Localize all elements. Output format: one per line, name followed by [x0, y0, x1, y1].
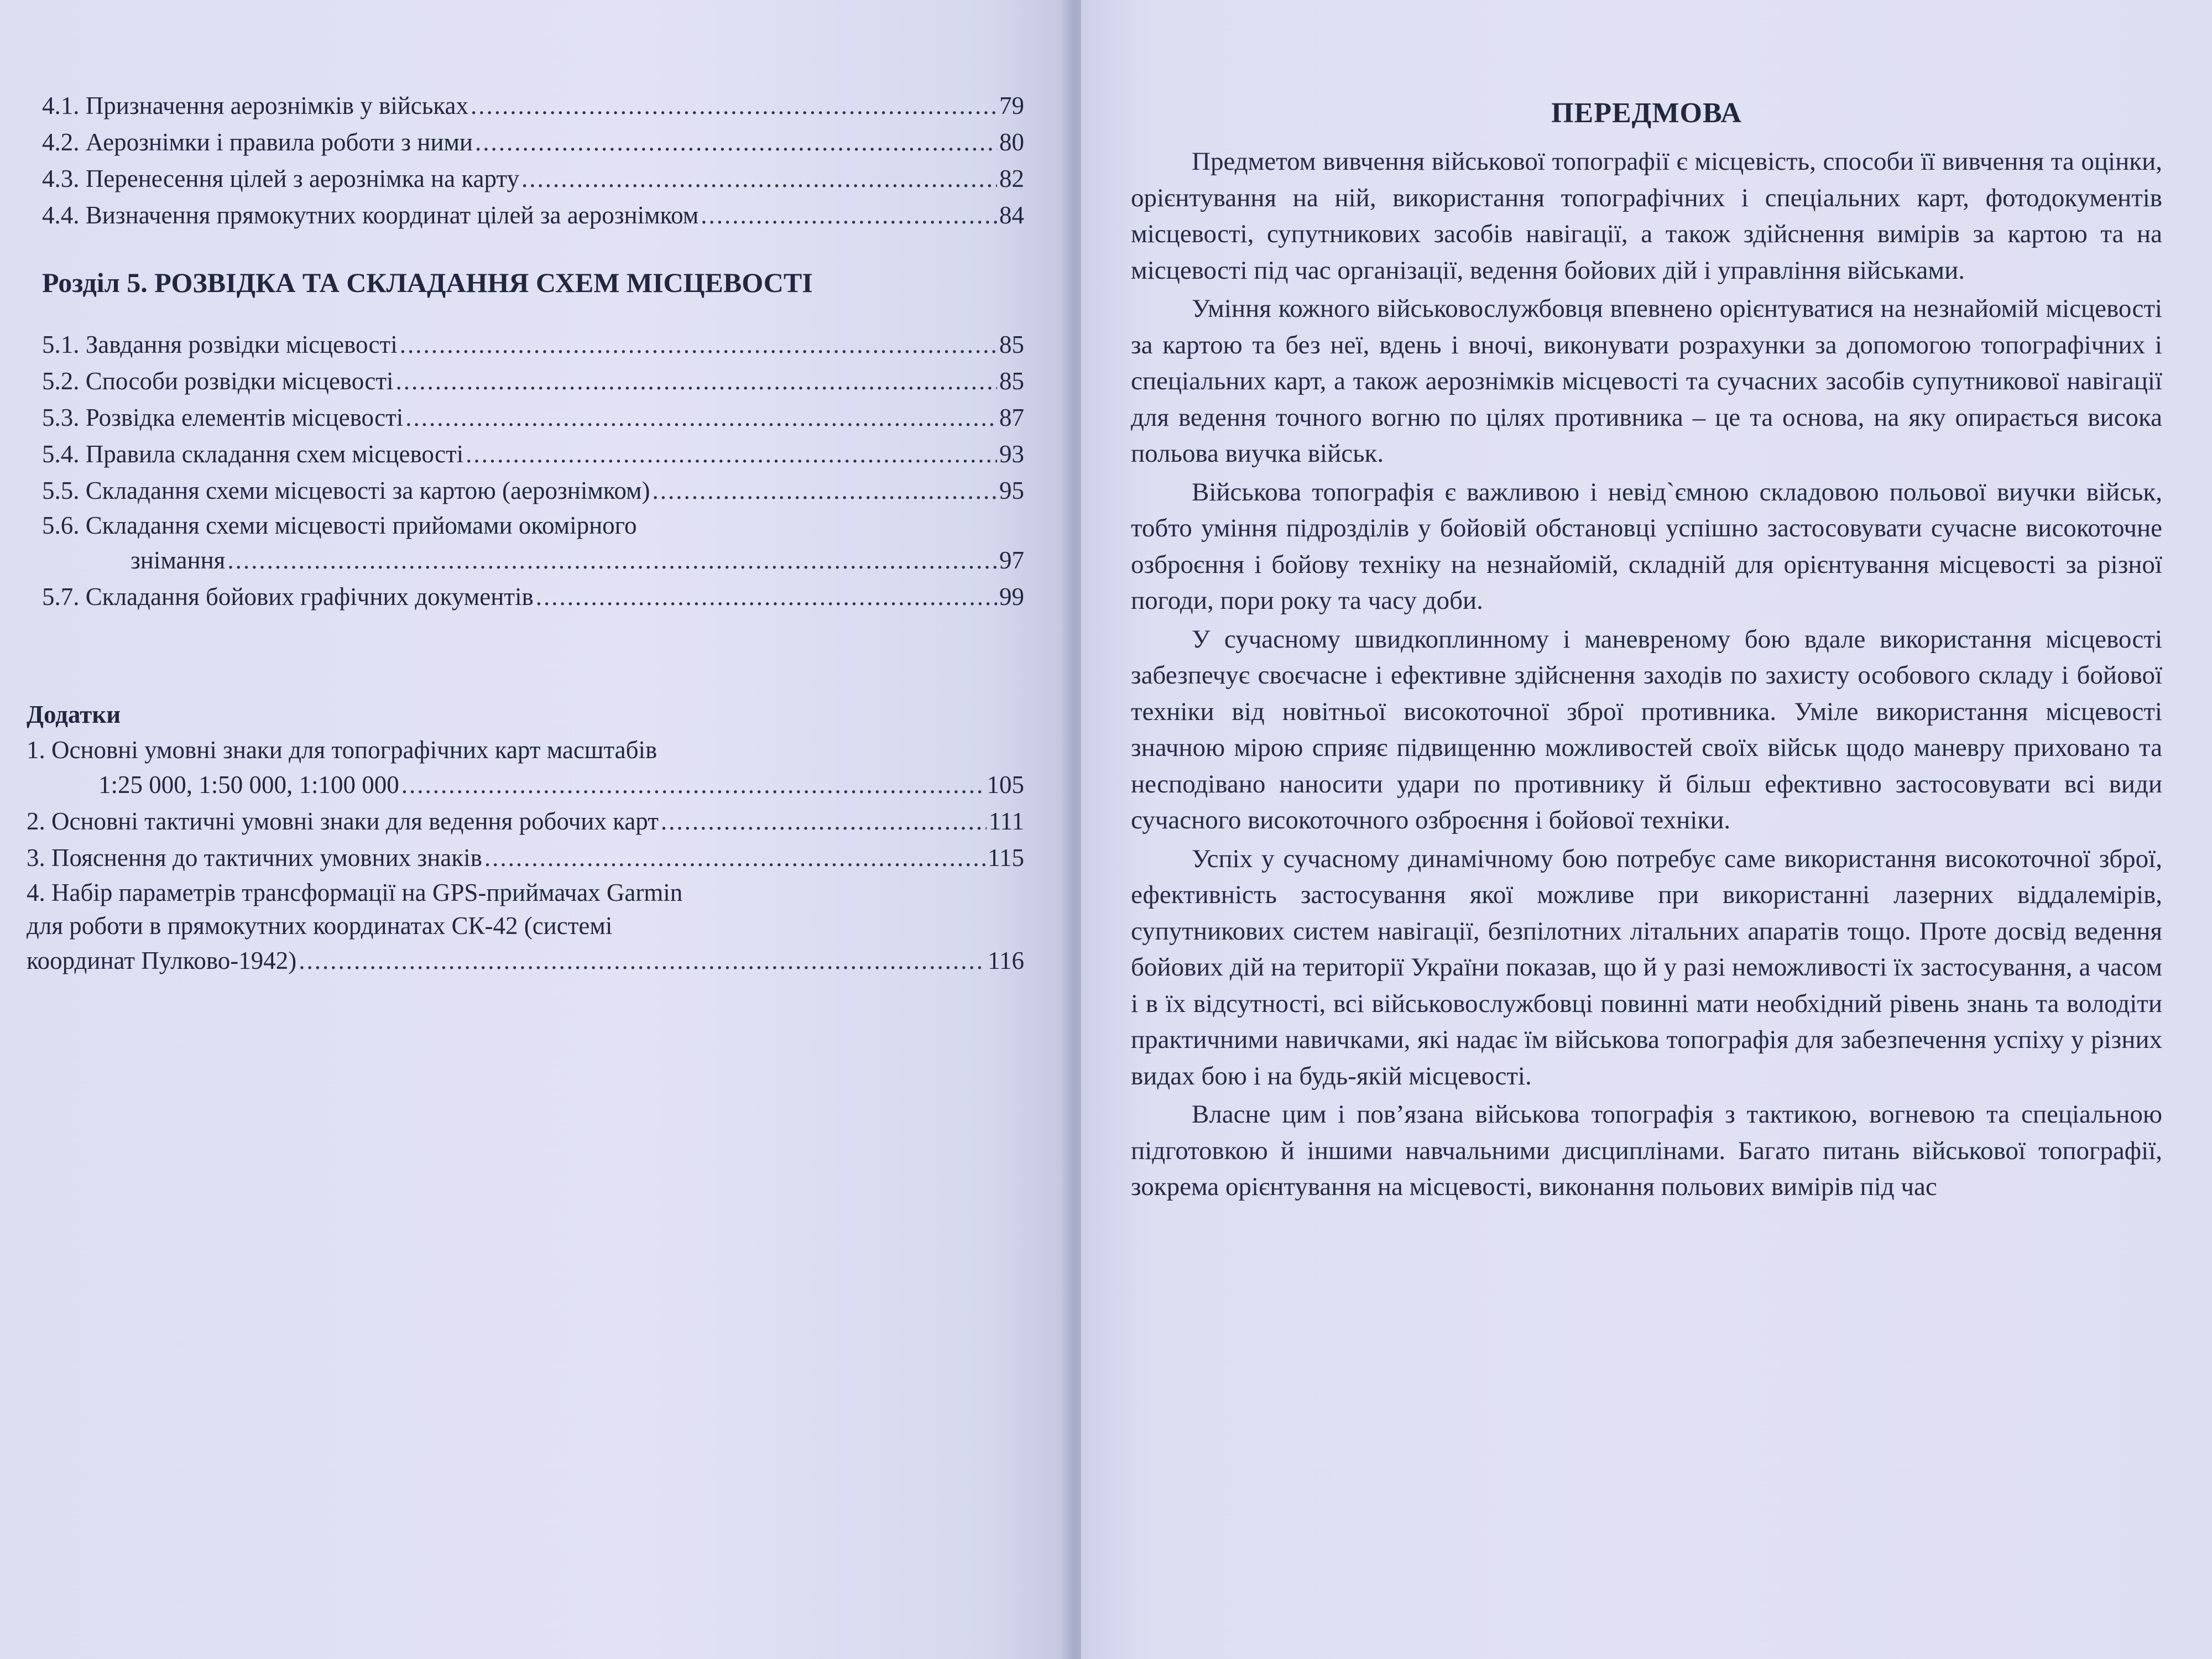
toc-item: 5.2. Способи розвідки місцевості ..... 85	[42, 363, 1024, 399]
preface-paragraph: Предметом вивчення військової топографії є місцевість, способи її вивчення та оцінки, орієнтування на ній, використання топографічних і спеціальних карт, фотодокументів місцевості, супутникових засобів навігації, а також здійснення вимірів за картою та на місцевості під час організації, ведення бойових дій і управління військами.	[1131, 147, 2162, 285]
toc-item: 5.3. Розвідка елементів місцевості ..... 87	[42, 399, 1024, 436]
toc-item-line: для роботи в прямокутних координатах СК-42 (системі	[27, 912, 613, 940]
left-page-contents	[0, 0, 1067, 1659]
preface-title: ПЕРЕДМОВА	[1551, 97, 1742, 129]
toc-item: 3. Пояснення до тактичних умовних знаків ..... 115	[27, 839, 1024, 876]
preface-paragraph: У сучасному швидкоплинному і маневреному бою вдале використання місцевості забезпечує своєчасне і ефективне здійснення заходів по захисту особового складу і бойової техніки від новітньої високоточної зброї противника. Уміле використання місцевості значною мірою сприяє підвищенню можливостей своїх військ щодо маневру приховано та несподівано наносити удари по противнику й більш ефективно застосовувати всі види сучасного високоточного озброєння і бойової техніки.	[1131, 624, 2162, 834]
toc-chapter-5	[42, 326, 1024, 615]
toc-item: 5.1. Завдання розвідки місцевості ..... 85	[42, 326, 1024, 363]
toc-item: 5.4. Правила складання схем місцевості ..... 93	[42, 436, 1024, 472]
toc-item-line: 1. Основні умовні знаки для топографічних карт масштабів	[27, 736, 658, 764]
toc-item-line: 4. Набір параметрів трансформації на GPS-приймачах Garmin	[27, 879, 683, 906]
preface-paragraph: Власне цим і пов’язана військова топографія з тактикою, вогневою та спеціальною підготовкою й іншими навчальними дисциплінами. Багато питань військової топографії, зокрема орієнтування на місцевості, виконання польових вимірів під час	[1131, 1100, 2162, 1201]
appendix-heading: Додатки	[27, 701, 121, 728]
toc-item: 1:25 000, 1:50 000, 1:100 000 ..... 105	[27, 766, 1024, 803]
section-5-heading: Розділ 5. РОЗВІДКА ТА СКЛАДАННЯ СХЕМ МІСЦЕВОСТІ	[42, 267, 813, 298]
preface-paragraph: Військова топографія є важливою і невід`ємною складовою польової виучки військ, тобто уміння підрозділів у бойовій обстановці успішно застосовувати сучасне високоточне озброєння і бойову техніку на незнайомій, складній для орієнтування місцевості за різної погоди, пори року та часу доби.	[1131, 477, 2162, 615]
toc-item: 5.5. Складання схеми місцевості за картою (аерознімком) ..... 95	[42, 472, 1024, 509]
right-page-preface	[1081, 0, 2212, 1659]
toc-item: 2. Основні тактичні умовні знаки для ведення робочих карт ..... 111	[27, 803, 1024, 839]
toc-item: 5.7. Складання бойових графічних документів ..... 99	[42, 578, 1024, 615]
toc-item: координат Пулково-1942) ..... 116	[27, 942, 1024, 979]
toc-item-line: 5.6. Складання схеми місцевості прийомами окомірного	[42, 512, 637, 539]
toc-item: 4.2. Аерознімки і правила роботи з ними ..... 80	[42, 124, 1024, 160]
toc-item: 4.4. Визначення прямокутних координат цілей за аерознімком ..... 84	[42, 197, 1024, 233]
toc-chapter-4	[42, 87, 1024, 233]
preface-paragraph: Успіх у сучасному динамічному бою потребує саме використання високоточної зброї, ефективність застосування якої можливе при використанні лазерних віддалемірів, супутникових систем навігації, безпілотних літальних апаратів тощо. Проте досвід ведення бойових дій на території України показав, що й у разі неможливості їх застосування, а часом і в їх відсутності, всі військовослужбовці повинні мати необхідний рівень знань та володіти практичними навичками, які надає їм військова топографія для забезпечення успіху у різних видах бою і на будь-якій місцевості.	[1131, 844, 2162, 1091]
preface-paragraph: Уміння кожного військовослужбовця впевнено орієнтуватися на незнайомій місцевості за картою та без неї, вдень і вночі, виконувати розрахунки за допомогою топографічних і спеціальних карт, а також аерознімків місцевості та сучасних засобів супутникової навігації для ведення точного вогню по цілях противника – це та основа, на яку опирається висока польова виучка військ.	[1131, 294, 2162, 468]
toc-appendices	[27, 733, 1024, 979]
toc-item: 4.3. Перенесення цілей з аерознімка на карту ..... 82	[42, 160, 1024, 197]
toc-item: 4.1. Призначення аерознімків у військах ..... 79	[42, 87, 1024, 124]
toc-item: знімання ..... 97	[131, 542, 1024, 578]
